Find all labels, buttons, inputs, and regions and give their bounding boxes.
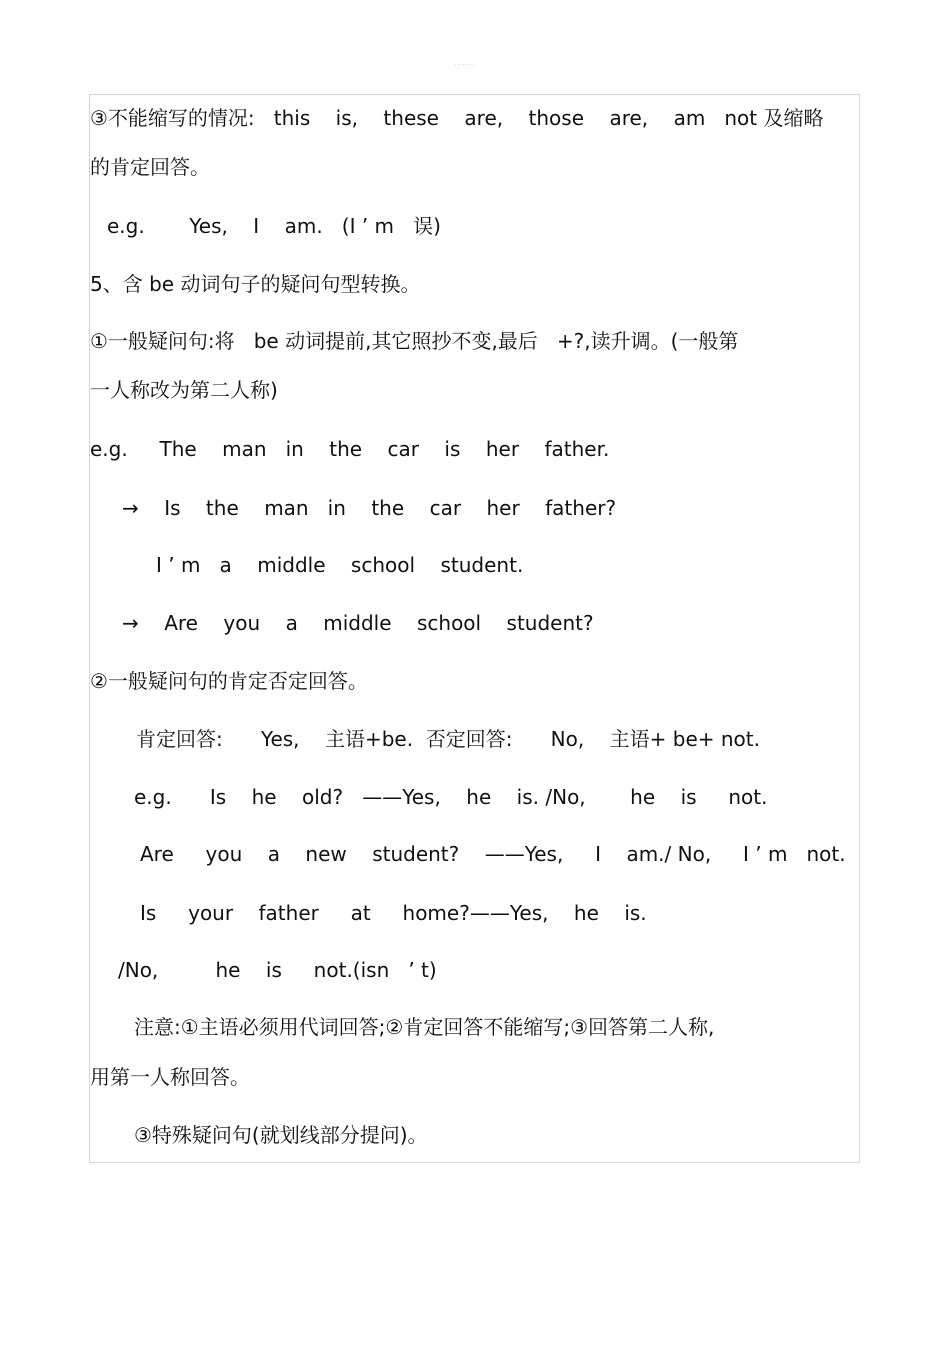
text-line-5: ①一般疑问句:将 be 动词提前,其它照抄不变,最后 +?,读升调。(一般第 — [90, 329, 739, 353]
example-line-9: I ’ m a middle school student. — [156, 553, 524, 577]
note-line-18: 用第一人称回答。 — [90, 1065, 250, 1089]
text-line-3: e.g. Yes, I am. (I ’ m 误) — [107, 214, 441, 238]
text-line-11: ②一般疑问句的肯定否定回答。 — [90, 669, 368, 693]
example-line-16: /No, he is not.(isn ’ t) — [118, 958, 437, 982]
text-line-1: ③不能缩写的情况: this is, these are, those are, am not 及缩略 — [90, 106, 824, 130]
example-line-14: Are you a new student? ——Yes, I am./ No, I ’ m not. — [140, 842, 846, 866]
text-line-2: 的肯定回答。 — [90, 155, 210, 179]
section-heading-5: 5、含 be 动词句子的疑问句型转换。 — [90, 272, 421, 296]
text-line-19: ③特殊疑问句(就划线部分提问)。 — [134, 1123, 428, 1147]
text-line-6: 一人称改为第二人称) — [90, 378, 278, 402]
example-line-7: e.g. The man in the car is her father. — [90, 437, 610, 461]
note-line-17: 注意:①主语必须用代词回答;②肯定回答不能缩写;③回答第二人称, — [134, 1015, 715, 1039]
example-line-8: → Is the man in the car her father? — [122, 496, 617, 520]
example-line-13: e.g. Is he old? ——Yes, he is. /No, he is not. — [134, 785, 768, 809]
example-line-15: Is your father at home?——Yes, he is. — [140, 901, 647, 925]
page-header-mark: ········ — [455, 62, 476, 68]
example-line-10: → Are you a middle school student? — [122, 611, 594, 635]
text-line-12: 肯定回答: Yes, 主语+be. 否定回答: No, 主语+ be+ not. — [136, 727, 760, 751]
